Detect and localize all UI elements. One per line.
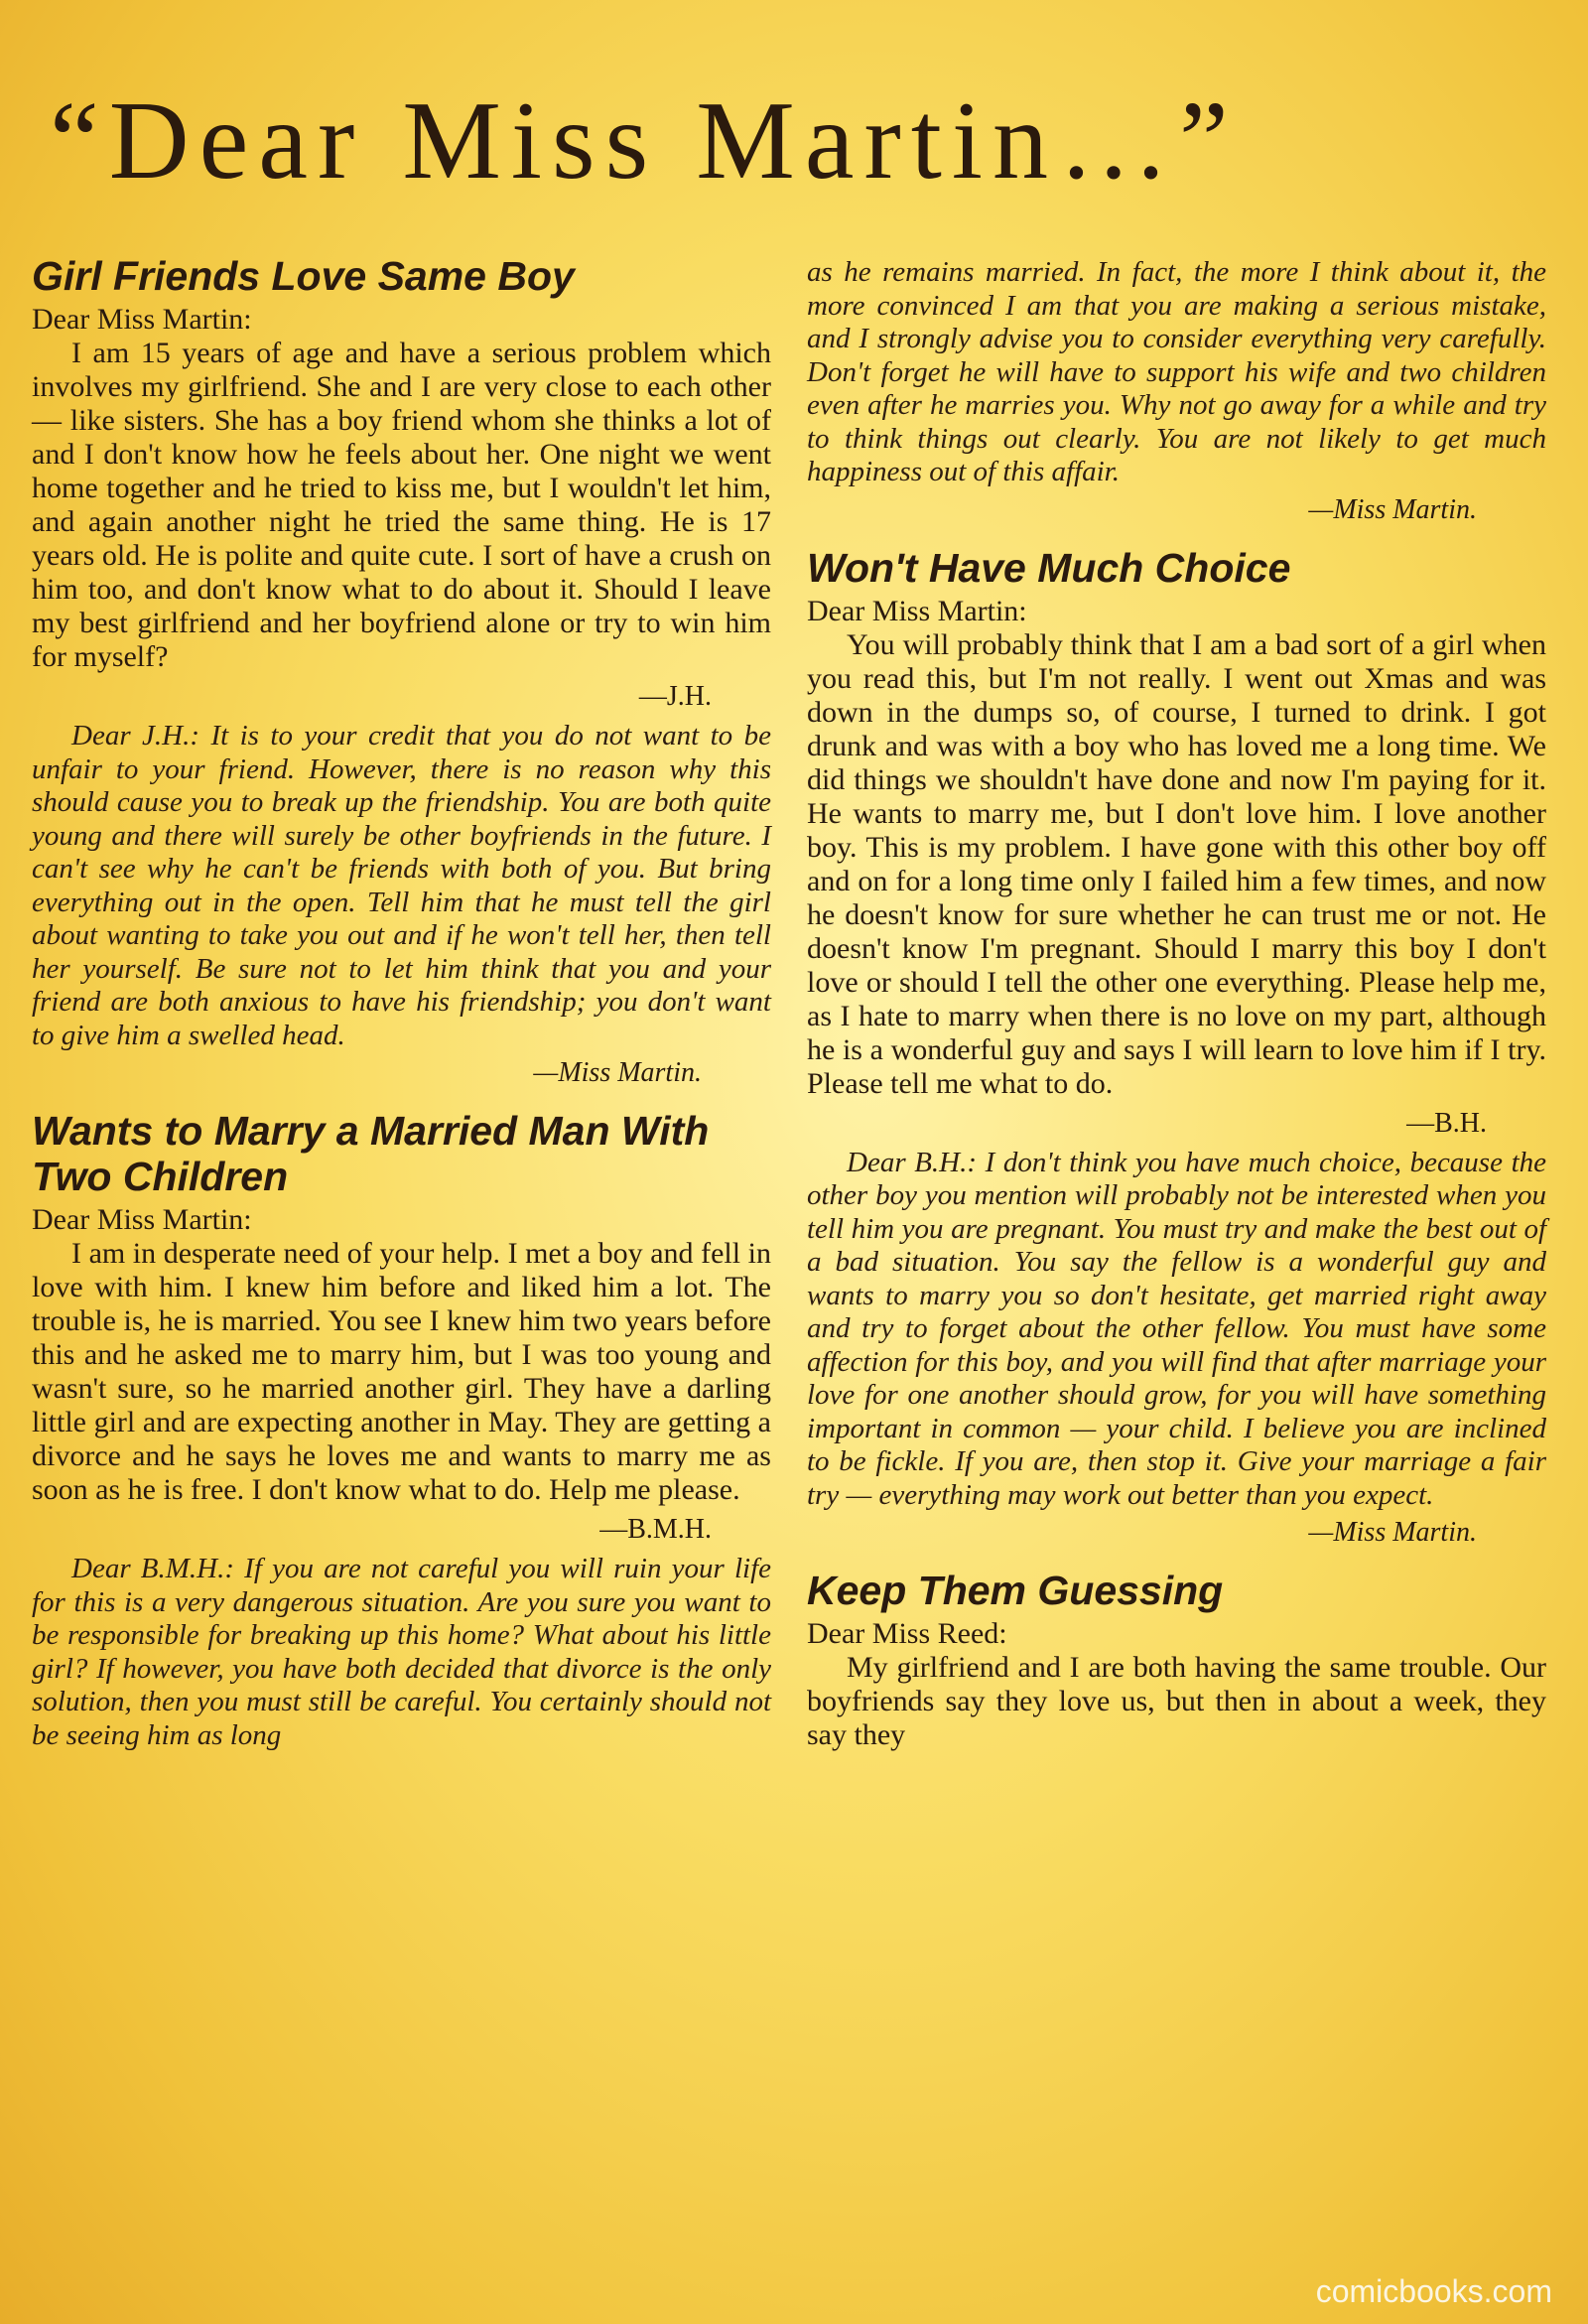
letter-section-choice — [807, 545, 1546, 1551]
section-heading: Keep Them Guessing — [807, 1568, 1224, 1613]
salutation: Dear Miss Martin: — [32, 1203, 252, 1236]
reply-body: Dear B.H.: I don't think you have much choice, because the other boy you mention will probably not be interested when you tell him you are pregnant. You must try and make the best out of a bad situation. You say the fellow is a wonderful guy and wants to marry you so don't hesitate, get married right away and try to forget about the other fellow. You must have some affection for this boy, and you will find that after marriage your love for one another should grow, for you will have something important in common — your child. I believe you are inclined to be fickle. If you are, then stop it. Give your marriage a fair try — everything may work out better than you expect. — [807, 1146, 1546, 1511]
reply-body: Dear J.H.: It is to your credit that you do not want to be unfair to your friend. However, there is no reason why this should cause you to break up the friendship. You are both quite young and there will surely be other boyfriends in the future. I can't see why he can't be friends with both of you. But bring everything out in the open. Tell him that he must tell the girl about wanting to take you out and if he won't tell her, then tell her yourself. Be sure not to let him think that you and your friend are both anxious to have his friendship; you don't want to give him a swelled head. — [32, 720, 771, 1051]
letter-section-married-man — [32, 1108, 771, 1752]
letter-signature: —B.H. — [1406, 1107, 1487, 1139]
reply-body-continued: as he remains married. In fact, the more I think about it, the more convinced I am that you are making a serious mistake, and I strongly advise you to consider everything very carefully. Don't forget he will have to support his wife and two children even after he marries you. Why not go away for a while and try to think things out clearly. You are not likely to get much happiness out of this affair. — [807, 256, 1546, 487]
letter-section-girl-friends — [32, 253, 771, 1090]
letter-body: My girlfriend and I are both having the same trouble. Our boyfriends say they love us, but then in about a week, they say they — [807, 1651, 1546, 1751]
reply-signature: —Miss Martin. — [1308, 1517, 1477, 1548]
salutation: Dear Miss Martin: — [32, 303, 252, 336]
section-heading: Won't Have Much Choice — [807, 544, 1291, 591]
left-column — [32, 253, 771, 1752]
right-column — [807, 256, 1546, 1752]
salutation: Dear Miss Martin: — [807, 594, 1027, 627]
letter-signature: —B.M.H. — [599, 1514, 712, 1545]
salutation: Dear Miss Reed: — [807, 1617, 1007, 1650]
letter-body: I am 15 years of age and have a serious problem which involves my girlfriend. She and I are very close to each other — like sisters. She has a boy friend whom she thinks a lot of and I don't know how he feels about her. One night we went home together and he tried to kiss me, but I wouldn't let him, and again another night he tried the same thing. He is 17 years old. He is polite and quite cute. I sort of have a crush on him too, and don't know what to do about it. Should I leave my best girlfriend and her boyfriend alone or try to win him for myself? — [32, 337, 771, 673]
page-title: “Dear Miss Martin…” — [50, 79, 1239, 203]
reply-signature: —Miss Martin. — [1308, 493, 1477, 525]
reply-signature: —Miss Martin. — [533, 1057, 702, 1088]
section-heading: Girl Friends Love Same Boy — [32, 253, 575, 299]
letter-body: I am in desperate need of your help. I met a boy and fell in love with him. I knew him before and liked him a lot. The trouble is, he is married. You see I knew him two years before this and he asked me to marry him, but I was too young and wasn't sure, so he married another girl. They have a darling little girl and are expecting another in May. They are getting a divorce and he says he loves me and wants to marry me as soon as he is free. I don't know what to do. Help me please. — [32, 1237, 771, 1506]
reply-body: Dear B.M.H.: If you are not careful you will ruin your life for this is a very dangerous situation. Are you sure you want to be responsible for breaking up this home? What about his little girl? If however, you have both decided that divorce is the only solution, then you must still be careful. You certainly should not be seeing him as long — [32, 1553, 771, 1751]
letter-section-guessing — [807, 1568, 1546, 1752]
letter-signature: —J.H. — [638, 681, 712, 712]
letter-body: You will probably think that I am a bad sort of a girl when you read this, but I'm not really. I went out Xmas and was down in the dumps so, of course, I turned to drink. I got drunk and was with a boy who has loved me a long time. We did things we shouldn't have done and now I'm paying for it. He wants to marry me, but I don't love him. I love another boy. This is my problem. I have gone with this other boy off and on for a long time only I failed him a few times, and now he doesn't know for sure whether he can trust me or not. He doesn't know I'm pregnant. Should I marry this boy I don't love or should I tell the other one everything. Please help me, as I hate to marry when there is no love on my part, although he is a wonderful guy and says I will learn to love him if I try. Please tell me what to do. — [807, 627, 1546, 1100]
section-heading: Wants to Marry a Married Man With Two Children — [32, 1108, 710, 1199]
site-watermark: comicbooks.com — [1315, 2273, 1552, 2309]
